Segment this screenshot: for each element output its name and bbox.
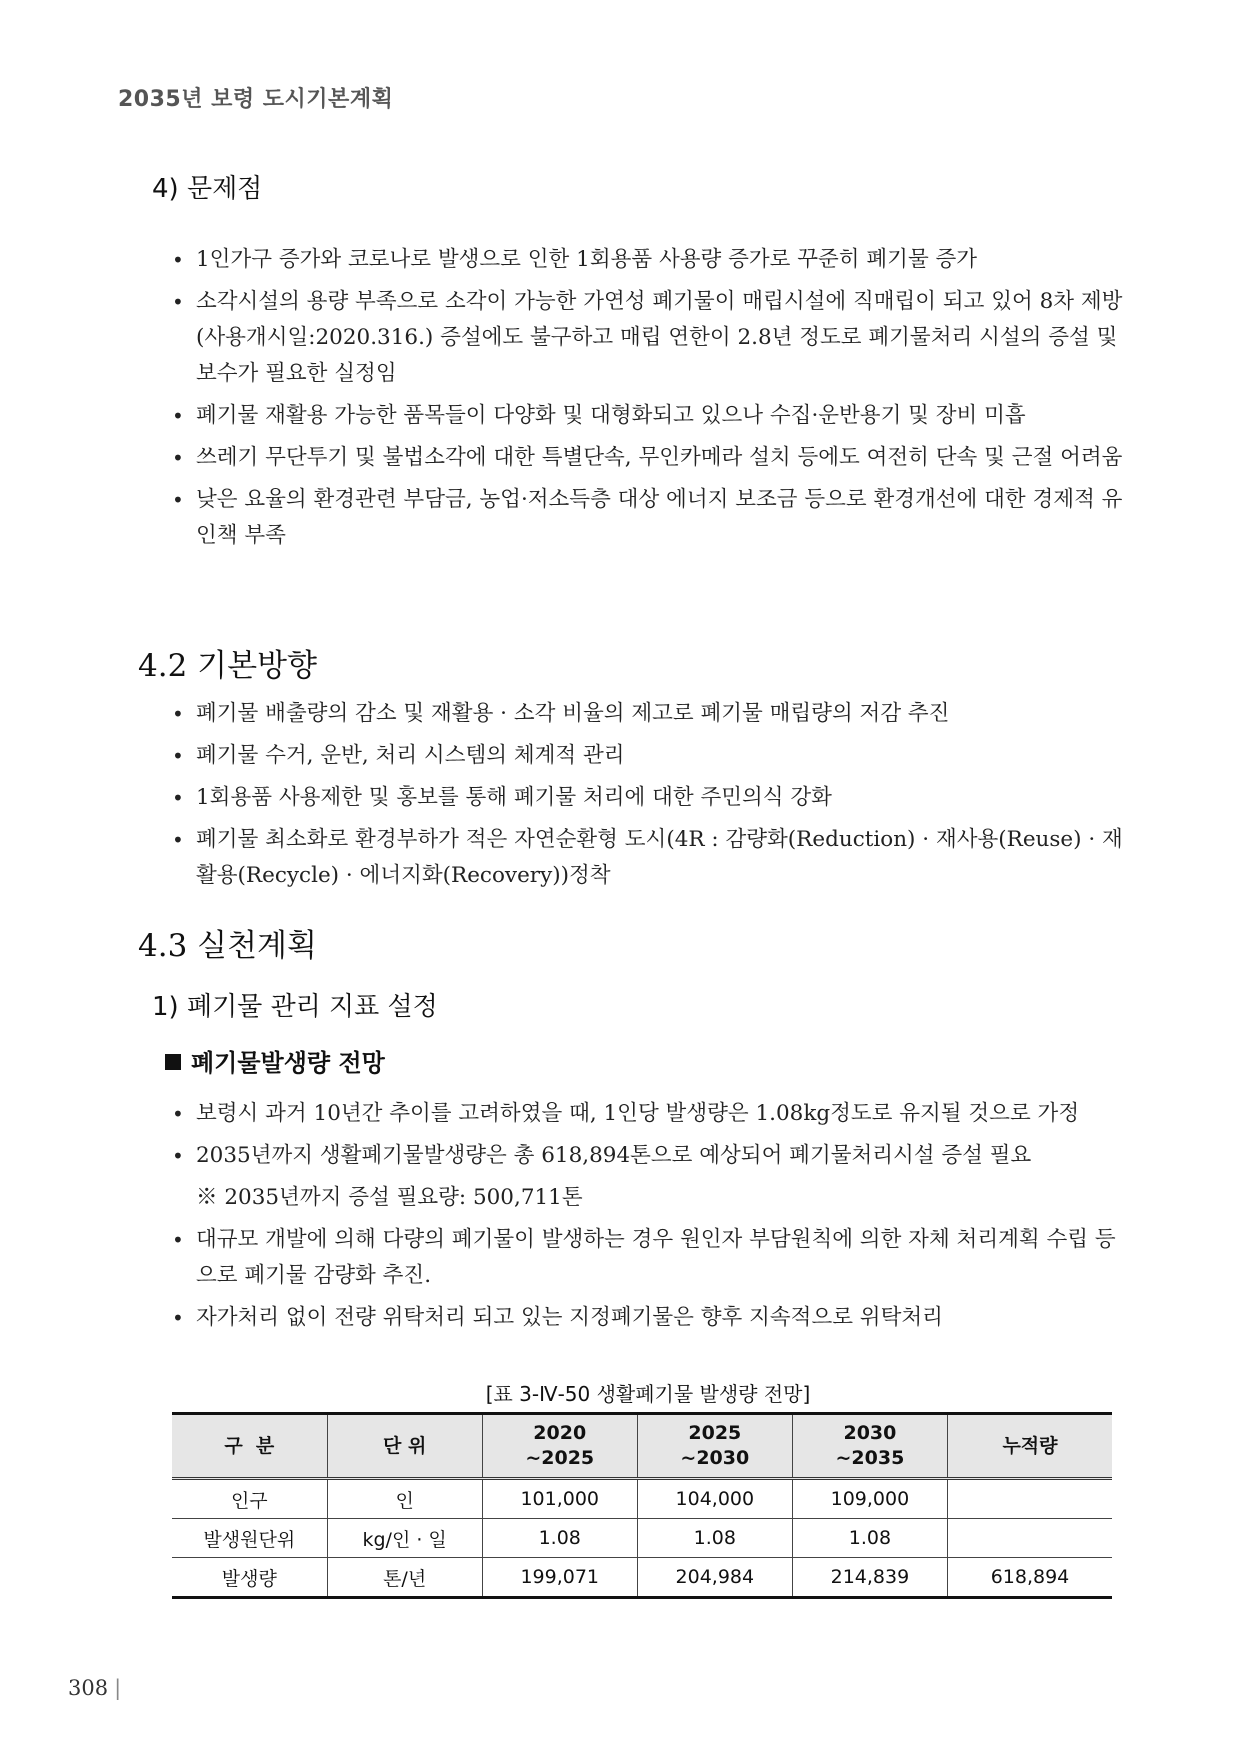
table-cell xyxy=(947,1479,1112,1519)
table-row xyxy=(172,1519,1112,1558)
table-cell: 101,000 xyxy=(482,1479,637,1519)
block-heading xyxy=(165,1043,385,1078)
table-cell: 1.08 xyxy=(637,1519,792,1558)
running-header: 2035년 보령 도시기본계획 xyxy=(118,87,394,112)
basic-direction-list xyxy=(170,696,1126,900)
header-cell: 2025 ~2030 xyxy=(637,1414,792,1479)
table-cell: 204,984 xyxy=(637,1558,792,1598)
list-item: • 쓰레기 무단투기 및 불법소각에 대한 특별단속, 무인카메라 설치 등에도 여전히 단속 및 근절 어려움 xyxy=(170,440,1126,476)
table-header-row xyxy=(172,1414,1112,1479)
table-caption: [표 3-Ⅳ-50 생활폐기물 발생량 전망] xyxy=(485,1382,811,1406)
action-plan-subheading: 1) 폐기물 관리 지표 설정 xyxy=(152,992,438,1022)
page-number xyxy=(68,1676,121,1700)
list-item: • 자가처리 없이 전량 위탁처리 되고 있는 지정폐기물은 향후 지속적으로 위탁처리 xyxy=(170,1300,1126,1336)
list-item: • 2035년까지 생활폐기물발생량은 총 618,894톤으로 예상되어 폐기물처리시설 증설 필요 xyxy=(170,1138,1126,1174)
list-item: • 보령시 과거 10년간 추이를 고려하였을 때, 1인당 발생량은 1.08kg정도로 유지될 것으로 가정 xyxy=(170,1096,1126,1132)
list-item: • 폐기물 배출량의 감소 및 재활용 · 소각 비율의 제고로 폐기물 매립량의 저감 추진 xyxy=(170,696,1126,732)
table-cell: 1.08 xyxy=(482,1519,637,1558)
waste-generation-table xyxy=(172,1412,1112,1599)
table-row xyxy=(172,1558,1112,1598)
table-cell: 1.08 xyxy=(792,1519,947,1558)
list-item: • 폐기물 최소화로 환경부하가 적은 자연순환형 도시(4R : 감량화(Reduction) · 재사용(Reuse) · 재활용(Recycle) · 에너지화(Recovery))정착 xyxy=(170,822,1126,894)
list-item: • 폐기물 수거, 운반, 처리 시스템의 체계적 관리 xyxy=(170,738,1126,774)
list-item: • 폐기물 재활용 가능한 품목들이 다양화 및 대형화되고 있으나 수집·운반용기 및 장비 미흡 xyxy=(170,398,1126,434)
separator: | xyxy=(114,1676,122,1700)
table-cell xyxy=(947,1519,1112,1558)
table-row xyxy=(172,1479,1112,1519)
table-cell: 104,000 xyxy=(637,1479,792,1519)
table-cell: 인 xyxy=(327,1479,482,1519)
table-cell: 214,839 xyxy=(792,1558,947,1598)
table-cell: 톤/년 xyxy=(327,1558,482,1598)
list-item: • 1인가구 증가와 코로나로 발생으로 인한 1회용품 사용량 증가로 꾸준히 폐기물 증가 xyxy=(170,242,1126,278)
problems-heading: 4) 문제점 xyxy=(152,174,263,204)
header-cell: 2030 ~2035 xyxy=(792,1414,947,1479)
note-item: ※ 2035년까지 증설 필요량: 500,711톤 xyxy=(196,1185,583,1210)
list-item: • 소각시설의 용량 부족으로 소각이 가능한 가연성 폐기물이 매립시설에 직매립이 되고 있어 8차 제방(사용개시일:2020.316.) 증설에도 불구하고 매립 연한이 2.8년 정도로 폐기물처리 시설의 증설 및 보수가 필요한 실정임 xyxy=(170,284,1126,392)
header-cell: 단 위 xyxy=(327,1414,482,1479)
action-plan-list xyxy=(170,1096,1126,1342)
page-number-text: 308 xyxy=(68,1676,109,1700)
table-cell: 인구 xyxy=(172,1479,327,1519)
table-cell: 발생량 xyxy=(172,1558,327,1598)
square-bullet-icon xyxy=(165,1054,181,1070)
list-item: • 1회용품 사용제한 및 홍보를 통해 폐기물 처리에 대한 주민의식 강화 xyxy=(170,780,1126,816)
table-cell: 199,071 xyxy=(482,1558,637,1598)
list-item: • 낮은 요율의 환경관련 부담금, 농업·저소득층 대상 에너지 보조금 등으로 환경개선에 대한 경제적 유인책 부족 xyxy=(170,482,1126,554)
table-cell: kg/인 · 일 xyxy=(327,1519,482,1558)
table-cell: 발생원단위 xyxy=(172,1519,327,1558)
list-item: • 대규모 개발에 의해 다량의 폐기물이 발생하는 경우 원인자 부담원칙에 의한 자체 처리계획 수립 등으로 폐기물 감량화 추진. xyxy=(170,1222,1126,1294)
block-heading-text: 폐기물발생량 전망 xyxy=(191,1049,385,1077)
header-cell: 2020 ~2025 xyxy=(482,1414,637,1479)
action-plan-heading: 4.3 실천계획 xyxy=(138,928,317,964)
basic-direction-heading: 4.2 기본방향 xyxy=(138,648,317,684)
table-cell: 618,894 xyxy=(947,1558,1112,1598)
header-cell: 누적량 xyxy=(947,1414,1112,1479)
table-cell: 109,000 xyxy=(792,1479,947,1519)
problems-list xyxy=(170,242,1126,560)
header-cell: 구 분 xyxy=(172,1414,327,1479)
